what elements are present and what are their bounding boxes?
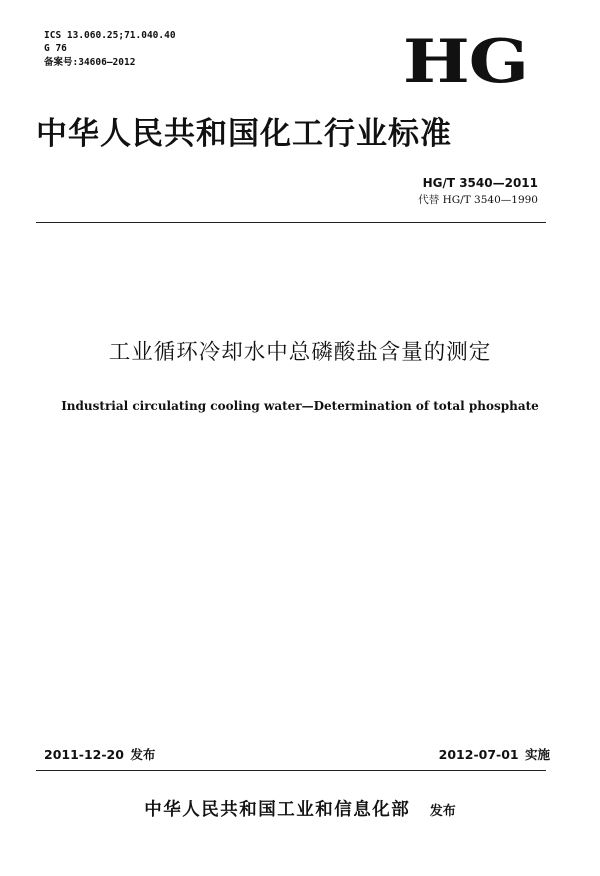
bottom-divider	[36, 770, 546, 771]
ccs-code: G 76	[44, 43, 67, 54]
publisher-line	[0, 798, 600, 824]
document-title-chinese: 工业循环冷却水中总磷酸盐含量的测定	[108, 340, 492, 365]
publisher-label: 发布	[429, 804, 456, 819]
filing-number: 备案号:34606—2012	[44, 57, 136, 68]
hg-logo: HG	[402, 27, 528, 97]
top-divider	[36, 222, 546, 223]
implementation-date: 2012-07-01	[438, 747, 519, 762]
publisher-organization: 中华人民共和国工业和信息化部	[144, 800, 411, 820]
standard-number: HG/T 3540—2011	[422, 176, 538, 190]
document-title-english: Industrial circulating cooling water—Determination of total phosphate	[61, 399, 539, 413]
implementation-date-line	[439, 746, 550, 763]
issue-date-line	[44, 746, 155, 763]
issue-date: 2011-12-20	[44, 747, 124, 762]
implementation-label: 实施	[524, 747, 550, 762]
issue-label: 发布	[130, 747, 156, 762]
replaces-standard: 代替 HG/T 3540—1990	[418, 194, 538, 206]
standard-category-title: 中华人民共和国化工行业标准	[36, 116, 452, 152]
ics-code: ICS 13.060.25;71.040.40	[44, 30, 176, 41]
